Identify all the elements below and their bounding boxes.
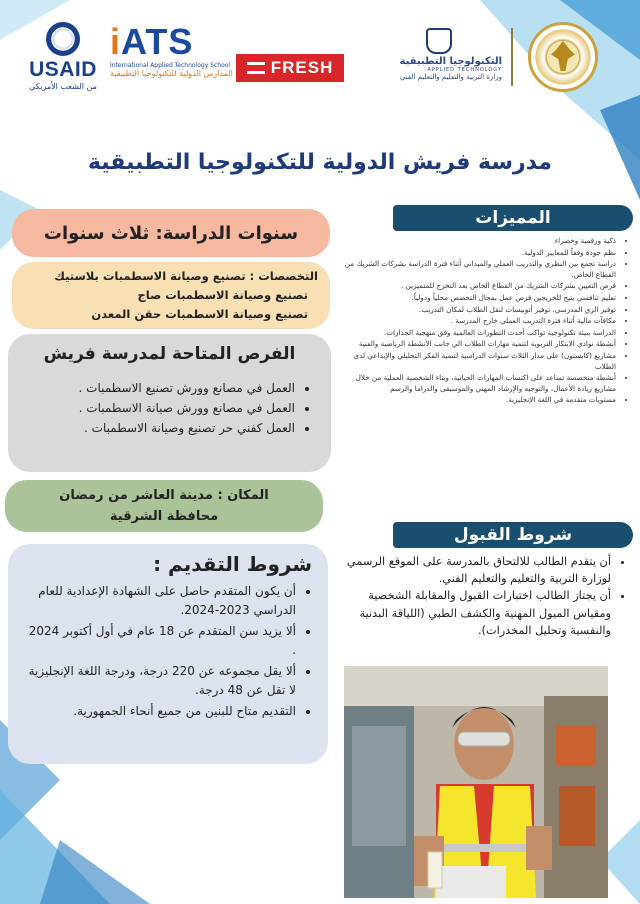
student-illustration (344, 666, 608, 898)
list-item: • نظم جودة وفقاً للمعايير الدولية. (338, 248, 616, 259)
list-item: • توفير الزي المدرسي. توفير أتوبيسات لنقل الطلاب لمكان التدريب. (338, 305, 616, 316)
list-item: • مستويات متقدمة في اللغة الإنجليزية. (338, 395, 616, 406)
specialization-line: التخصصات : تصنيع وصيانة الاسطمبات بلاستيك (54, 269, 318, 283)
application-list (24, 582, 312, 721)
features-section (338, 236, 628, 407)
iats-english-name: International Applied Technology School (110, 62, 231, 69)
list-item: • مكافآت مالية أثناء فترة التدريب العملي خارج المدرسة . (338, 316, 616, 327)
admission-section (342, 553, 627, 639)
list-item: • ذكية ورقمية وخضراء (338, 236, 616, 247)
list-item: • أن يكون المتقدم حاصل على الشهادة الإعدادية للعام الدراسي 2023-2024. (24, 582, 296, 620)
ministry-tower-icon (426, 28, 452, 54)
corner-triangle (600, 95, 640, 200)
usaid-logo (18, 22, 108, 91)
iats-arabic-name: المدارس الدولية للتكنولوجيا التطبيقية (110, 69, 233, 78)
logo-bar (0, 0, 640, 105)
admission-header: شروط القبول (393, 522, 633, 548)
list-item: • العمل في مصانع وورش تصنيع الاسطمبات . (26, 378, 295, 398)
opportunities-heading: الفرص المتاحة لمدرسة فريش (43, 344, 296, 364)
list-item: • ألا يقل مجموعه عن 220 درجة، ودرجة اللغة الإنجليزية لا تقل عن 48 درجة. (24, 662, 296, 700)
features-list (338, 236, 628, 406)
list-item: • أن يتقدم الطالب للالتحاق بالمدرسة على الموقع الرسمي لوزارة التربية والتعليم والتعليم الفني. (342, 553, 611, 587)
location-line: محافظة الشرقية (109, 509, 219, 524)
egypt-emblem-icon (528, 22, 598, 92)
logo-divider (511, 28, 513, 86)
list-item: • الدراسة ببيئة تكنولوجية تواكب أحدث التطورات العالمية وفق منهجية الجدارات. (338, 328, 616, 339)
eagle-icon (551, 41, 575, 71)
iats-wordmark: iATS (110, 21, 194, 62)
list-item: • أنشطة متخصصة تساعد على اكتساب المهارات الحياتية، وبناء الشخصية العملية من خلال مشاريع ريادة الأعمال، والتوجيه والإرشاد المهني والموسيقى والدراما والرسم (338, 373, 616, 394)
list-item: • أنشطة نوادي الابتكار التربوية لتنمية مهارات الطلاب الي جانب الأنشطة الرياضية والفنية (338, 339, 616, 350)
ministry-logo: التكنولوجيا التطبيقية APPLIED TECHNOLOGY وزارة التربية والتعليم والتعليم الفني (382, 28, 502, 81)
list-item: • أن يجتاز الطالب اختبارات القبول والمقابلة الشخصية ومقياس الميول المهنية والكشف الطبي (اللياقة البدنية والنفسية وتحليل المخدرات). (342, 587, 611, 639)
usaid-wordmark: USAID (29, 58, 97, 81)
application-conditions-box (8, 544, 328, 764)
specialization-line: تصنيع وصيانة الاسطمبات صاج (137, 288, 308, 302)
specialization-line: تصنيع وصيانة الاسطمبات حقن المعدن (91, 307, 308, 321)
list-item: • دراسة تجمع بين النظري والتدريب العملي والميداني أثناء فترة الدراسة بشركات الشريك من القطاع الخاص. (338, 259, 616, 280)
list-item: • ألا يزيد سن المتقدم عن 18 عام في أول أكتوبر 2024 . (24, 622, 296, 660)
opportunities-list (26, 378, 313, 438)
study-years-badge: سنوات الدراسة: ثلاث سنوات (12, 209, 330, 257)
location-box (5, 480, 323, 532)
list-item: • تعليم تنافسي يتيح للخريجين فرص عمل بمجال التخصص محلياً ودولياً. (338, 293, 616, 304)
features-header: المميزات (393, 205, 633, 231)
iats-logo (110, 21, 233, 78)
opportunities-box (8, 334, 331, 472)
usaid-subtitle: من الشعب الأمريكي (29, 82, 97, 91)
list-item: • العمل كفني حر تصنيع وصيانة الاسطمبات . (26, 418, 295, 438)
specializations-box (12, 262, 330, 329)
list-item: • مشاريع (كابستون) على مدار الثلاث سنوات الدراسية لتنمية الفكر التحليلي والإبداعي لدى الطلاب (338, 351, 616, 372)
fresh-logo: FRESH (236, 54, 344, 82)
page-title: مدرسة فريش الدولية للتكنولوجيا التطبيقية (87, 150, 553, 175)
usaid-seal-icon (46, 22, 80, 56)
application-heading: شروط التقديم : (153, 552, 312, 576)
list-item: • العمل في مصانع وورش صيانة الاسطمبات . (26, 398, 295, 418)
student-photo (344, 666, 608, 898)
location-line: المكان : مدينة العاشر من رمضان (59, 488, 269, 503)
admission-list (342, 553, 627, 639)
list-item: • فرص التعيين بشركات الشريك من القطاع الخاص بعد التخرج للمتميزين . (338, 281, 616, 292)
list-item: • التقديم متاح للبنين من جميع أنحاء الجمهورية. (24, 702, 296, 721)
fresh-mark-icon (247, 62, 265, 74)
